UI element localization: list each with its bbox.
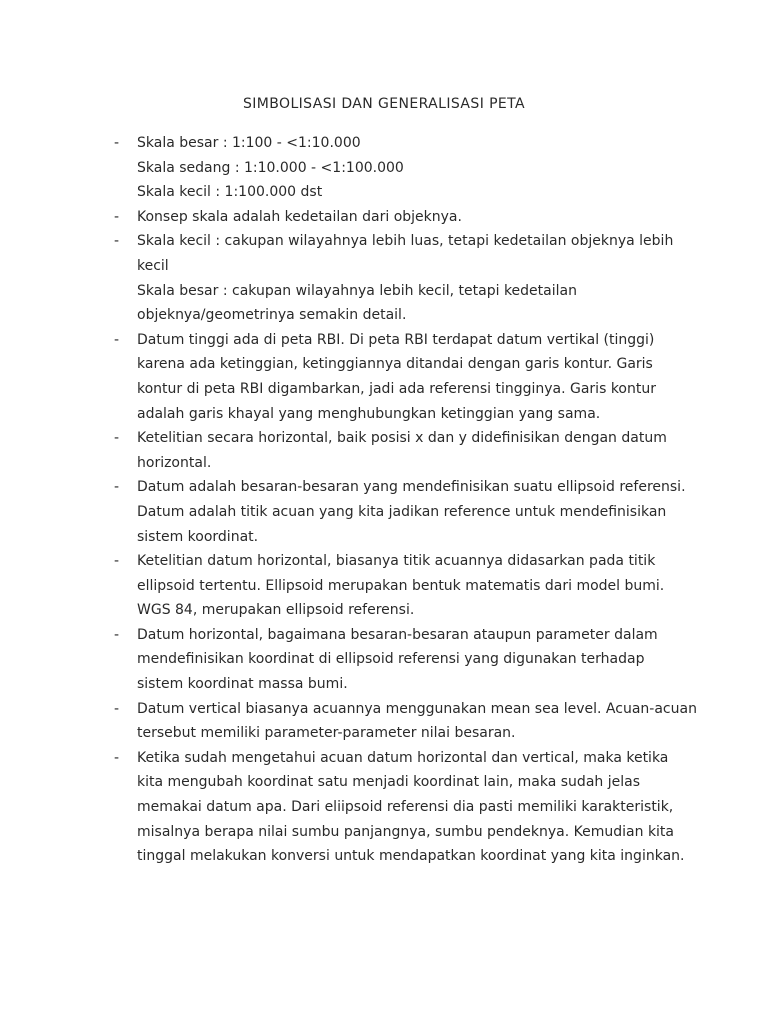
bullet-dash: - (114, 208, 120, 225)
text-line: Datum adalah titik acuan yang kita jadikan reference untuk mendefinisikan (137, 503, 667, 520)
bullet-dash: - (114, 233, 120, 250)
list-item (114, 131, 714, 205)
document-title: SIMBOLISASI DAN GENERALISASI PETA (242, 96, 526, 112)
text-line: kontur di peta RBI digambarkan, jadi ada referensi tingginya. Garis kontur (137, 380, 656, 397)
text-line: kita mengubah koordinat satu menjadi koordinat lain, maka sudah jelas (137, 774, 640, 791)
text-line: memakai datum apa. Dari eliipsoid referensi dia pasti memiliki karakteristik, (137, 799, 674, 816)
list-item (114, 328, 714, 426)
bullet-dash: - (114, 749, 120, 766)
text-line: sistem koordinat massa bumi. (137, 676, 348, 693)
text-line: ellipsoid tertentu. Ellipsoid merupakan bentuk matematis dari model bumi. (137, 577, 665, 594)
bullet-dash: - (114, 700, 120, 717)
bullet-list (114, 131, 714, 869)
text-line: Datum horizontal, bagaimana besaran-besaran ataupun parameter dalam (137, 626, 658, 643)
text-line: sistem koordinat. (137, 528, 259, 545)
list-item-text (137, 426, 714, 475)
bullet-dash: - (114, 626, 120, 643)
text-line: horizontal. (137, 454, 212, 471)
list-item-text (137, 697, 714, 746)
list-item (114, 229, 714, 327)
text-line: WGS 84, merupakan ellipsoid referensi. (137, 602, 415, 619)
bullet-dash: - (114, 553, 120, 570)
bullet-dash: - (114, 331, 120, 348)
text-line: objeknya/geometrinya semakin detail. (137, 307, 407, 324)
text-line: misalnya berapa nilai sumbu panjangnya, sumbu pendeknya. Kemudian kita (137, 823, 675, 840)
list-item (114, 623, 714, 697)
bullet-dash: - (114, 135, 120, 151)
list-item-text (137, 229, 714, 327)
list-item-text (137, 205, 714, 230)
list-item (114, 549, 714, 623)
list-item-text (137, 328, 714, 426)
text-line: Ketika sudah mengetahui acuan datum horizontal dan vertical, maka ketika (137, 749, 669, 766)
text-line: Skala besar : 1:100 - <1:10.000 (137, 135, 361, 151)
list-item-text (137, 623, 714, 697)
text-line: Skala kecil : 1:100.000 dst (137, 184, 323, 201)
text-line: tersebut memiliki parameter-parameter nilai besaran. (137, 725, 516, 742)
text-line: Datum tinggi ada di peta RBI. Di peta RBI terdapat datum vertikal (tinggi) (137, 331, 655, 348)
text-line: Ketelitian datum horizontal, biasanya titik acuannya didasarkan pada titik (137, 553, 656, 570)
list-item (114, 205, 714, 230)
text-line: Datum adalah besaran-besaran yang mendefinisikan suatu ellipsoid referensi. (137, 479, 686, 496)
list-item (114, 697, 714, 746)
list-item (114, 475, 714, 549)
text-line: Ketelitian secara horizontal, baik posisi x dan y didefinisikan dengan datum (137, 430, 667, 447)
bullet-dash: - (114, 479, 120, 496)
list-item (114, 426, 714, 475)
text-line: adalah garis khayal yang menghubungkan ketinggian yang sama. (137, 405, 601, 422)
text-line: mendefinisikan koordinat di ellipsoid referensi yang digunakan terhadap (137, 651, 645, 668)
text-line: Skala kecil : cakupan wilayahnya lebih luas, tetapi kedetailan objeknya lebih (137, 233, 674, 250)
text-line: kecil (137, 257, 169, 274)
list-item-text (137, 475, 714, 549)
text-line: tinggal melakukan konversi untuk mendapatkan koordinat yang kita inginkan. (137, 848, 685, 865)
list-item (114, 746, 714, 869)
text-line: Datum vertical biasanya acuannya menggunakan mean sea level. Acuan-acuan (137, 700, 697, 717)
text-line: karena ada ketinggian, ketinggiannya ditandai dengan garis kontur. Garis (137, 356, 653, 373)
list-item-text (137, 549, 714, 623)
text-line: Skala besar : cakupan wilayahnya lebih kecil, tetapi kedetailan (137, 282, 577, 299)
bullet-dash: - (114, 430, 120, 447)
list-item-text (137, 746, 714, 869)
list-item-text (137, 131, 714, 205)
text-line: Konsep skala adalah kedetailan dari objeknya. (137, 208, 462, 225)
text-line: Skala sedang : 1:10.000 - <1:100.000 (137, 159, 404, 176)
